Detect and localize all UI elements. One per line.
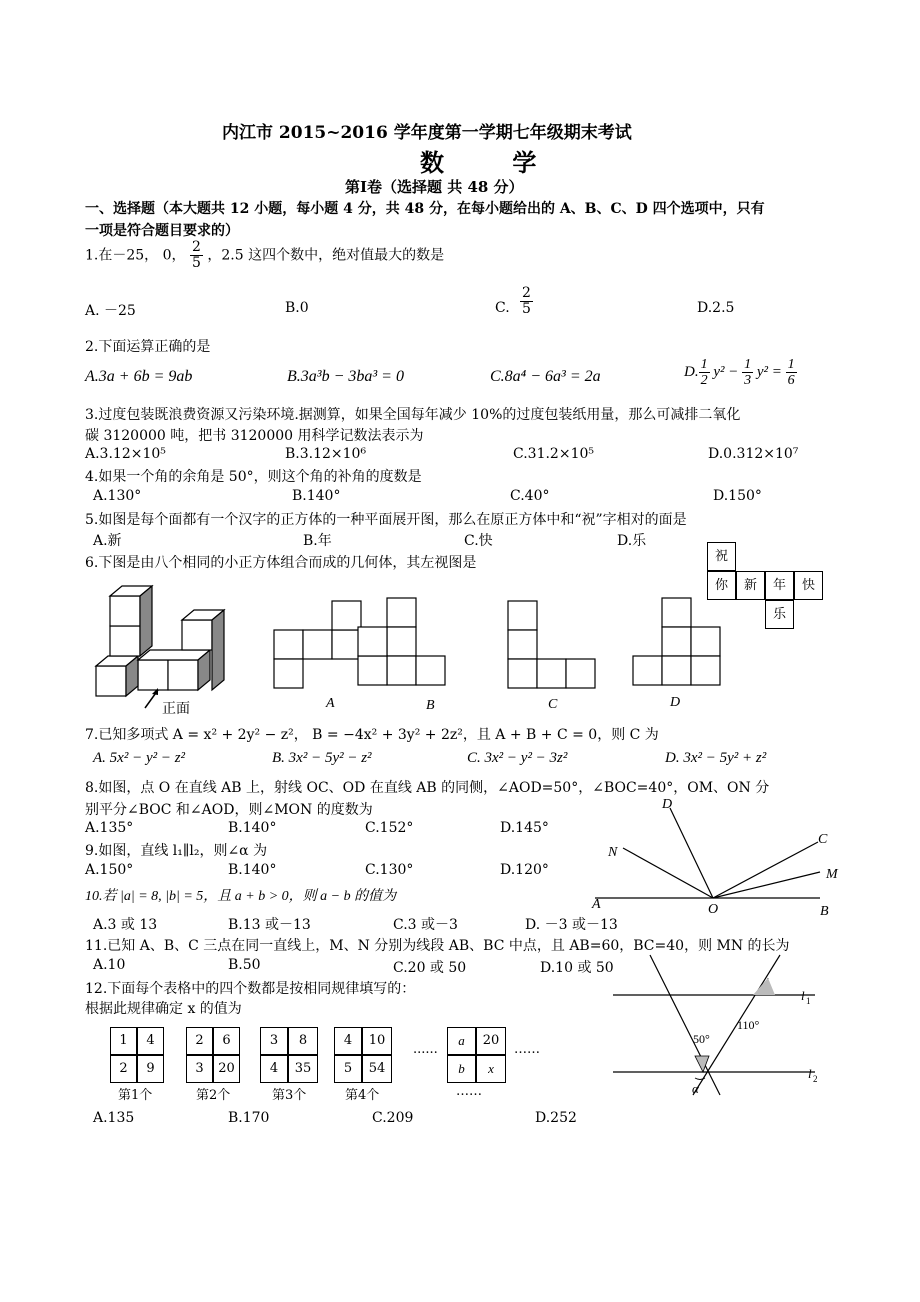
table-2-caption: 第2个	[196, 1088, 231, 1103]
q6-label-d: D	[670, 695, 681, 710]
q4-option-a: A.130°	[93, 488, 142, 504]
q1-stem: 1.在－25， 0，	[85, 247, 186, 264]
point-d-label: D	[662, 797, 673, 812]
q10-option-a: A.3 或 13	[93, 917, 158, 933]
q2-option-c: C.8a⁴ − 6a³ = 2a	[490, 368, 601, 385]
net-face-kuai: 快	[794, 571, 823, 600]
q7-option-a: A. 5x² − y² − z²	[93, 750, 186, 766]
l1-sub-label: 1	[806, 996, 811, 1006]
q7-option-b: B. 3x² − 5y² − z²	[272, 750, 372, 766]
q3-line-2: 碳 3120000 吨，把书 3120000 用科学记数法表示为	[85, 428, 424, 444]
q6-figures	[90, 578, 730, 718]
q12-option-c: C.209	[372, 1110, 414, 1126]
section-title: 第Ⅰ卷（选择题 共 48 分）	[345, 178, 524, 196]
q2-option-d: D. $\frac{1}{2}$ y² − $\frac{1}{3}$ y² = $\frac{1}{6}$	[684, 357, 795, 388]
q6-stem: 6.下图是由八个相同的小正方体组合而成的几何体，其左视图是	[85, 555, 477, 571]
q10-option-b: B.13 或－13	[228, 917, 311, 933]
q6-label-a: A	[326, 696, 335, 711]
q1-fraction: $\frac{2}{5}$	[191, 239, 201, 271]
q9-option-d: D.120°	[500, 862, 549, 878]
q12-dots-1: ......	[413, 1042, 438, 1057]
table-3-caption: 第3个	[272, 1088, 307, 1103]
q8-angle-figure	[580, 790, 850, 920]
view-option-c	[508, 601, 595, 688]
q11-stem: 11.已知 A、B、C 三点在同一直线上，M、N 分别为线段 AB、BC 中点，且 AB=60，BC=40，则 MN 的长为	[85, 938, 790, 954]
q2-stem: 2.下面运算正确的是	[85, 339, 211, 355]
q3-option-b: B.3.12×10⁶	[285, 446, 367, 462]
q9-stem: 9.如图，直线 l₁∥l₂，则∠α 为	[85, 843, 268, 859]
q7-option-c: C. 3x² − y² − 3z²	[467, 750, 568, 766]
q4-stem: 4.如果一个角的余角是 50°，则这个角的补角的度数是	[85, 469, 422, 485]
table-1-caption: 第1个	[118, 1088, 153, 1103]
q7-option-d: D. 3x² − 5y² + z²	[665, 750, 767, 766]
q2-option-b: B.3a³b − 3ba³ = 0	[287, 368, 404, 385]
table-n-caption: ……	[456, 1084, 482, 1099]
exam-title: 内江市 2015~2016 学年度第一学期七年级期末考试	[222, 123, 632, 143]
q3-option-d: D.0.312×10⁷	[708, 446, 799, 462]
l2-sub-label: 2	[813, 1074, 818, 1084]
q9-parallel-lines-figure	[605, 950, 845, 1100]
table-4-caption: 第4个	[345, 1088, 380, 1103]
view-option-d	[633, 598, 720, 685]
q10-stem: 10.若 |a| = 8, |b| = 5，且 a + b > 0，则 a − b 的值为	[85, 889, 397, 904]
net-face-xin: 新	[736, 571, 765, 600]
q3-option-c: C.31.2×10⁵	[513, 446, 594, 462]
q3-option-a: A.3.12×10⁵	[85, 446, 166, 462]
subject-title: 数 学	[420, 148, 567, 177]
q5-option-a: A.新	[93, 533, 122, 549]
q3-line-1: 3.过度包装既浪费资源又污染环境.据测算，如果全国每年减少 10%的过度包装纸用量，那么可减排二氧化	[85, 407, 741, 423]
net-face-nian: 年	[765, 571, 794, 600]
q5-option-b: B.年	[303, 533, 332, 549]
net-face-le: 乐	[765, 600, 794, 629]
q12-option-d: D.252	[535, 1110, 577, 1126]
q11-option-d: D.10 或 50	[540, 960, 614, 976]
q10-option-d: D. －3 或－13	[525, 917, 618, 933]
q2-option-a: A.3a + 6b = 9ab	[85, 368, 193, 385]
q7-stem: 7.已知多项式 A = x² + 2y² − z²， B = −4x² + 3y² + 2z²，且 A + B + C = 0，则 C 为	[85, 727, 659, 743]
q8-option-c: C.152°	[365, 820, 414, 836]
q11-option-a: A.10	[93, 957, 126, 973]
instructions-line-1: 一、选择题（本大题共 12 小题，每小题 4 分，共 48 分，在每小题给出的 A、B、C、D 四个选项中，只有	[85, 201, 765, 217]
point-o-label: O	[708, 902, 719, 917]
point-b-label: B	[820, 904, 829, 919]
l1-label: l	[801, 988, 805, 1003]
q6-label-b: B	[426, 698, 435, 713]
q8-option-b: B.140°	[228, 820, 277, 836]
q10-option-c: C.3 或－3	[393, 917, 458, 933]
q8-option-a: A.135°	[85, 820, 134, 836]
q12-line-1: 12.下面每个表格中的四个数都是按相同规律填写的：	[85, 981, 416, 997]
q1-option-c-fraction: $\frac{2}{5}$	[522, 285, 531, 317]
q12-option-a: A.135	[93, 1110, 135, 1126]
q8-option-d: D.145°	[500, 820, 549, 836]
q11-option-c: C.20 或 50	[393, 960, 467, 976]
l2-label: l	[808, 1066, 812, 1081]
q12-dots-2: ……	[514, 1042, 540, 1057]
q8-line-1: 8.如图，点 O 在直线 AB 上，射线 OC、OD 在直线 AB 的同侧，∠AOD=50°，∠BOC=40°，OM、ON 分	[85, 780, 770, 796]
view-option-b	[358, 598, 445, 685]
q4-option-d: D.150°	[713, 488, 762, 504]
q8-line-2: 别平分∠BOC 和∠AOD，则∠MON 的度数为	[85, 802, 373, 818]
point-a-label: A	[592, 897, 601, 912]
q4-option-c: C.40°	[510, 488, 550, 504]
q9-option-a: A.150°	[85, 862, 134, 878]
q6-label-c: C	[548, 697, 558, 712]
view-option-a	[274, 601, 361, 688]
q12-option-b: B.170	[228, 1110, 270, 1126]
q11-option-b: B.50	[228, 957, 261, 973]
isometric-cubes	[96, 586, 224, 696]
q1-option-b: B.0	[285, 300, 309, 316]
point-c-label: C	[818, 832, 828, 847]
q5-stem: 5.如图是每个面都有一个汉字的正方体的一种平面展开图，那么在原正方体中和“祝”字相对的面是	[85, 512, 687, 528]
net-face-zhu: 祝	[707, 542, 736, 571]
q1-option-d: D.2.5	[697, 300, 735, 316]
alpha-label: α	[692, 1081, 699, 1096]
q1-option-c: C.	[495, 300, 510, 316]
q1-stem-end: ，2.5 这四个数中，绝对值最大的数是	[207, 247, 445, 264]
q5-option-d: D.乐	[617, 533, 647, 549]
q12-line-2: 根据此规律确定 x 的值为	[85, 1001, 242, 1017]
question-1	[85, 240, 444, 271]
q9-option-c: C.130°	[365, 862, 414, 878]
angle-50-label: 50°	[693, 1032, 710, 1046]
angle-110-label: 110°	[737, 1018, 760, 1032]
point-n-label: N	[608, 845, 618, 860]
q4-option-b: B.140°	[292, 488, 341, 504]
q5-option-c: C.快	[464, 533, 493, 549]
net-face-ni: 你	[707, 571, 736, 600]
point-m-label: M	[826, 867, 838, 882]
instructions-line-2: 一项是符合题目要求的）	[85, 223, 239, 239]
q6-front-label: 正面	[162, 701, 190, 717]
q9-option-b: B.140°	[228, 862, 277, 878]
q1-option-a: A. －25	[85, 303, 136, 319]
